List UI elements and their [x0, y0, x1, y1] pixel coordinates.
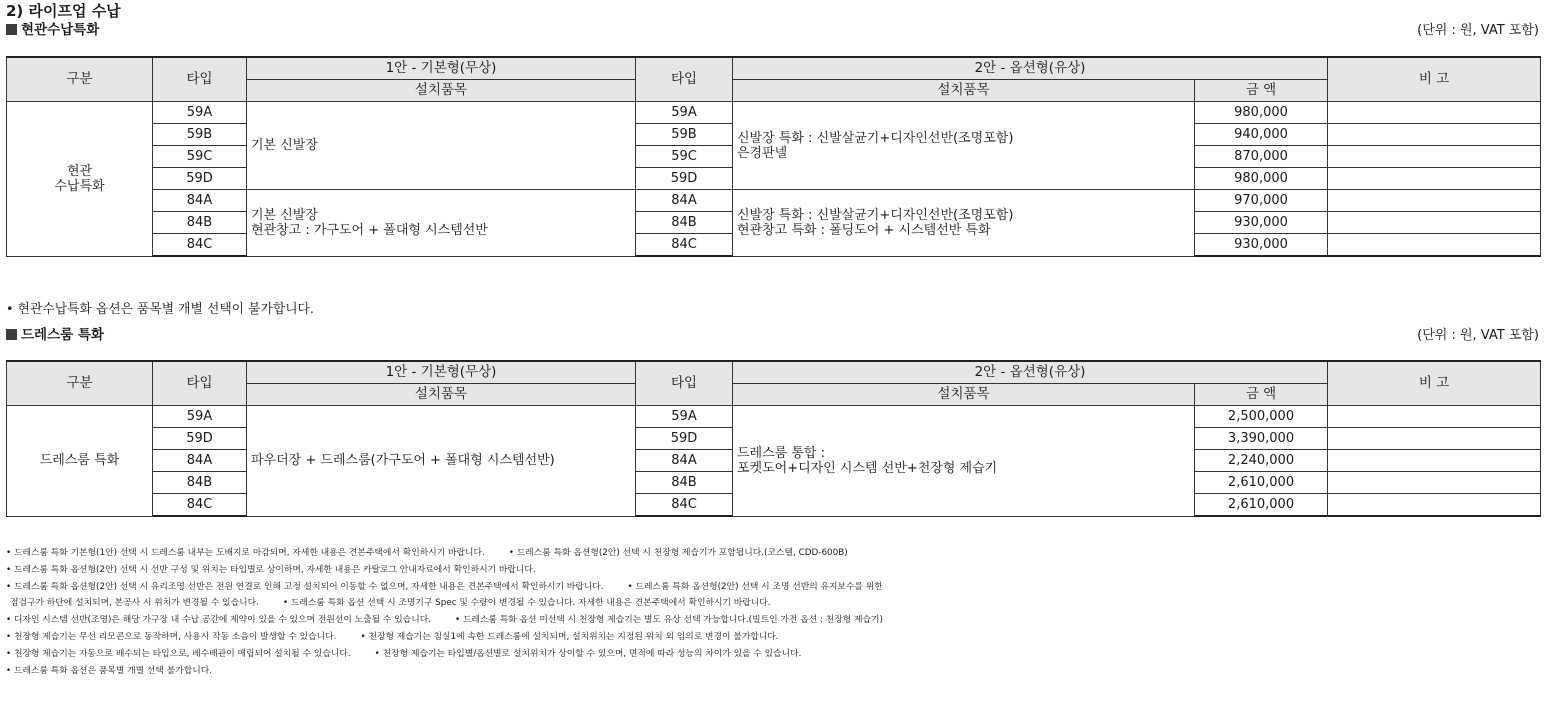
type-cell: 84B — [153, 212, 247, 234]
dressroom-notes — [6, 545, 1546, 679]
dressroom-unit-label: (단위 : 원, VAT 포함) — [1417, 328, 1539, 343]
remark-cell — [1328, 146, 1541, 168]
price-cell: 2,610,000 — [1195, 494, 1328, 517]
note-line — [6, 595, 1546, 612]
price-cell: 2,240,000 — [1195, 450, 1328, 472]
type-cell: 84C — [636, 494, 733, 517]
type-cell: 59C — [153, 146, 247, 168]
note-text: • 디자인 시스템 선반(조명)은 해당 가구장 내 수납 공간에 제약이 있을 수 있으며 전원선이 노출될 수 있습니다. — [6, 615, 431, 626]
square-bullet-icon — [6, 24, 17, 35]
remark-cell — [1328, 406, 1541, 428]
type-cell: 59B — [153, 124, 247, 146]
type-cell: 59D — [636, 428, 733, 450]
type-cell: 84C — [636, 234, 733, 257]
note-text: • 천장형 제습기는 자동으로 배수되는 타입으로, 배수배관이 매립되어 설치될 수 있습니다. — [6, 648, 351, 659]
option-items-cell: 드레스룸 통합 : 포켓도어+디자인 시스템 선반+천장형 제습기 — [733, 406, 1195, 517]
remark-cell — [1328, 450, 1541, 472]
price-cell: 970,000 — [1195, 190, 1328, 212]
remark-cell — [1328, 102, 1541, 124]
type-cell: 59D — [153, 428, 247, 450]
type-cell: 59A — [636, 102, 733, 124]
note-line — [6, 663, 1546, 680]
header-items: 설치품목 — [247, 384, 636, 406]
header-plan2: 2안 - 옵션형(유상) — [733, 361, 1328, 384]
option-items-cell: 신발장 특화 : 신발살균기+디자인선반(조명포함) 은경판넬 — [733, 102, 1195, 190]
type-cell: 84B — [636, 212, 733, 234]
dressroom-section-title — [6, 327, 104, 344]
remark-cell — [1328, 190, 1541, 212]
type-cell: 59A — [153, 406, 247, 428]
basic-items-cell: 기본 신발장 현관창고 : 가구도어 + 폴대형 시스템선반 — [247, 190, 636, 257]
note-text: • 드레스룸 특화 옵션형(2안) 선택 시 유리조명 선반은 전원 연결로 인해 고정 설치되어 이동할 수 없으며, 자세한 내용은 견본주택에서 확인하시기 바랍니다. — [6, 581, 604, 592]
remark-cell — [1328, 168, 1541, 190]
price-cell: 2,610,000 — [1195, 472, 1328, 494]
basic-items-cell: 기본 신발장 — [247, 102, 636, 190]
price-cell: 980,000 — [1195, 168, 1328, 190]
square-bullet-icon — [6, 329, 17, 340]
header-type: 타입 — [153, 57, 247, 102]
note-text: • 드레스룸 특화 옵션 미선택 시 천장형 제습기는 별도 유상 선택 가능합니다.(빌트인 가전 옵션 : 천장형 제습기) — [455, 615, 883, 626]
type-cell: 84B — [153, 472, 247, 494]
note-line — [6, 629, 1546, 646]
note-text: • 드레스룸 특화 옵션 선택 시 조명기구 Spec 및 수량이 변경될 수 있습니다. 자세한 내용은 견본주택에서 확인하시기 바랍니다. — [282, 598, 771, 609]
type-cell: 59D — [636, 168, 733, 190]
table-row — [7, 190, 1541, 212]
type-cell: 59B — [636, 124, 733, 146]
dressroom-section-title-text: 드레스룸 특화 — [21, 327, 104, 343]
remark-cell — [1328, 428, 1541, 450]
note-text: • 드레스룸 특화 기본형(1안) 선택 시 드레스룸 내부는 도배지로 마감되며, 자세한 내용은 견본주택에서 확인하시기 바랍니다. — [6, 548, 485, 558]
remark-cell — [1328, 234, 1541, 257]
type-cell: 59A — [636, 406, 733, 428]
note-text: • 천장형 제습기는 침실1에 속한 드레스룸에 설치되며, 설치위치는 지정된 위치 외 임의로 변경이 불가합니다. — [360, 631, 779, 642]
price-cell: 980,000 — [1195, 102, 1328, 124]
entrance-note: • 현관수납특화 옵션은 품목별 개별 선택이 불가합니다. — [6, 302, 314, 317]
category-cell: 현관 수납특화 — [7, 102, 153, 257]
note-text: • 드레스룸 특화 옵션형(2안) 선택 시 조명 선반의 유지보수를 위한 — [627, 581, 883, 592]
entrance-unit-label: (단위 : 원, VAT 포함) — [1417, 23, 1539, 38]
type-cell: 84A — [153, 190, 247, 212]
header-items: 설치품목 — [733, 80, 1195, 102]
type-cell: 59A — [153, 102, 247, 124]
note-text: • 드레스룸 특화 옵션은 품목별 개별 선택 불가합니다. — [6, 665, 213, 676]
entrance-section-title-text: 현관수납특화 — [21, 22, 100, 38]
header-price: 금 액 — [1195, 80, 1328, 102]
note-text: • 천장형 제습기는 무선 리모콘으로 동작하며, 사용시 작동 소음이 발생할 수 있습니다. — [6, 631, 337, 642]
header-plan1: 1안 - 기본형(무상) — [247, 361, 636, 384]
price-cell: 930,000 — [1195, 212, 1328, 234]
type-cell: 84A — [636, 190, 733, 212]
type-cell: 84A — [153, 450, 247, 472]
price-cell: 3,390,000 — [1195, 428, 1328, 450]
table-row — [7, 102, 1541, 124]
note-text: • 천장형 제습기는 타입별/옵션별로 설치위치가 상이할 수 있으며, 면적에 따라 성능의 차이가 있을 수 있습니다. — [374, 648, 802, 659]
note-line — [6, 545, 1546, 562]
note-text: • 드레스룸 특화 옵션형(2안) 선택 시 선반 구성 및 위치는 타입별로 상이하며, 자세한 내용은 카탈로그 안내자료에서 확인하시기 바랍니다. — [6, 564, 536, 575]
header-price: 금 액 — [1195, 384, 1328, 406]
entrance-option-table — [6, 56, 1541, 257]
dressroom-option-table — [6, 360, 1541, 517]
price-cell: 930,000 — [1195, 234, 1328, 257]
header-items: 설치품목 — [733, 384, 1195, 406]
remark-cell — [1328, 472, 1541, 494]
option-items-cell: 신발장 특화 : 신발살균기+디자인선반(조명포함) 현관창고 특화 : 폴딩도어 + 시스템선반 특화 — [733, 190, 1195, 257]
basic-items-cell: 파우더장 + 드레스룸(가구도어 + 폴대형 시스템선반) — [247, 406, 636, 517]
header-type: 타입 — [636, 57, 733, 102]
category-cell: 드레스룸 특화 — [7, 406, 153, 517]
type-cell: 59D — [153, 168, 247, 190]
type-cell: 59C — [636, 146, 733, 168]
entrance-section-title — [6, 22, 99, 39]
type-cell: 84C — [153, 494, 247, 517]
header-type: 타입 — [153, 361, 247, 406]
note-line — [6, 562, 1546, 579]
price-cell: 2,500,000 — [1195, 406, 1328, 428]
price-cell: 940,000 — [1195, 124, 1328, 146]
type-cell: 84A — [636, 450, 733, 472]
header-remark: 비 고 — [1328, 57, 1541, 102]
header-remark: 비 고 — [1328, 361, 1541, 406]
note-text: • 드레스룸 특화 옵션형(2안) 선택 시 천장형 제습기가 포함됩니다.(코스텔, CDD-600B) — [508, 548, 848, 558]
table-row — [7, 406, 1541, 428]
header-items: 설치품목 — [247, 80, 636, 102]
note-line — [6, 579, 1546, 596]
remark-cell — [1328, 494, 1541, 517]
note-line — [6, 612, 1546, 629]
note-text: 점검구가 하단에 설치되며, 본공사 시 위치가 변경될 수 있습니다. — [10, 598, 259, 609]
header-type: 타입 — [636, 361, 733, 406]
section-heading: 2) 라이프업 수납 — [6, 2, 121, 20]
type-cell: 84B — [636, 472, 733, 494]
header-category: 구분 — [7, 57, 153, 102]
type-cell: 84C — [153, 234, 247, 257]
price-cell: 870,000 — [1195, 146, 1328, 168]
remark-cell — [1328, 124, 1541, 146]
header-category: 구분 — [7, 361, 153, 406]
note-line — [6, 646, 1546, 663]
header-plan2: 2안 - 옵션형(유상) — [733, 57, 1328, 80]
header-plan1: 1안 - 기본형(무상) — [247, 57, 636, 80]
remark-cell — [1328, 212, 1541, 234]
